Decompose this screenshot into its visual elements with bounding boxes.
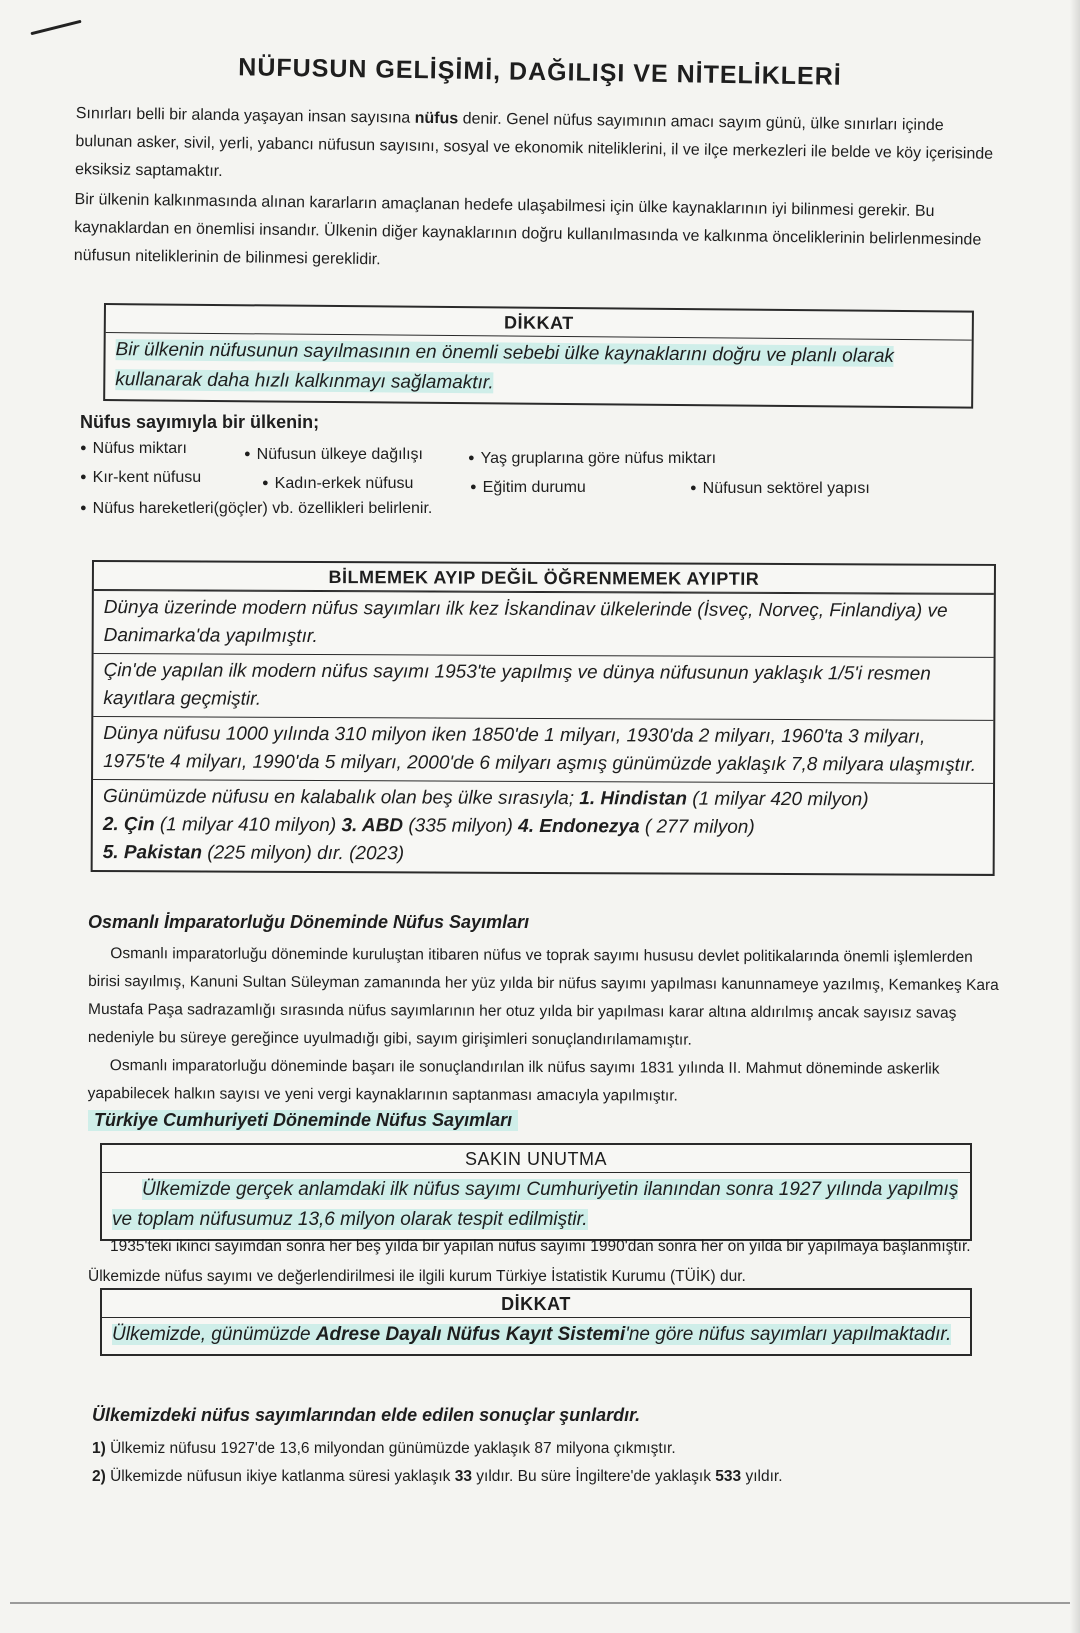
fact-box-title: BİLMEMEK AYIP DEĞİL ÖĞRENMEMEK AYIPTIR [94, 562, 994, 594]
census-item: ● Yaş gruplarına göre nüfus miktarı [468, 450, 716, 468]
dikkat-box-2 [100, 1288, 972, 1356]
census-item: ● Kır-kent nüfusu [80, 469, 201, 487]
page-bottom-edge [10, 1602, 1070, 1604]
fact-row: Dünya üzerinde modern nüfus sayımları ilk kez İskandinav ülkelerinde (İsveç, Norveç, Finlandiya) ve Danimarka'da yapılmıştır. [94, 590, 994, 657]
results-heading: Ülkemizdeki nüfus sayımlarından elde edilen sonuçlar şunlardır. [92, 1405, 641, 1425]
pen-mark [30, 20, 81, 35]
fact-row: Dünya nüfusu 1000 yılında 310 milyon iken 1850'de 1 milyarı, 1930'da 2 milyarı, 1960'ta 3 milyarı, 1975'te 4 milyarı, 1990'da 5 milyarı, 2000'de 6 milyarı aşmış günümüzde yaklaşık 7,8 milyara ulaşmıştır. [93, 716, 993, 783]
dikkat-box [103, 303, 974, 409]
ottoman-text [88, 940, 1009, 1112]
census-item: ● Kadın-erkek nüfusu [262, 475, 413, 493]
ottoman-paragraph-1: Osmanlı imparatorluğu döneminde kuruluştan itibaren nüfus ve toprak sayımı hususu devlet politikalarında önemli işlemlerden birisi sayılmış, Kanuni Sultan Süleyman zamanında her yüz yılda bir nüfus sayımı yapılması kanunnameye yazılmış, Kemankeş Kara Mustafa Paşa sadrazamlığı sırasında nüfus sayımlarının her otuz yılda bir yapılması karar altına aldırılmış ancak sayısız savaş nedeniyle bu süreye gereğince uyulmadığı gibi, sayım girişimleri sonuçlandırılamamıştır. [87, 945, 999, 1049]
census-heading: Nüfus sayımıyla bir ülkenin; [80, 412, 320, 432]
ottoman-heading: Osmanlı İmparatorluğu Döneminde Nüfus Sayımları [88, 912, 530, 932]
dikkat-text: Bir ülkenin nüfusunun sayılmasının en önemli sebebi ülke kaynaklarını doğru ve planlı olarak kullanarak daha hızlı kalkınmayı sağlamaktır. [115, 339, 895, 394]
sakin-text: Ülkemizde gerçek anlamdaki ilk nüfus sayımı Cumhuriyetin ilanından sonra 1927 yılında yapılmış ve toplam nüfusumuz 13,6 milyon olarak tespit edilmiştir. [112, 1179, 959, 1230]
dikkat-title-2: DİKKAT [102, 1290, 970, 1318]
sakin-unutma-box [100, 1143, 972, 1241]
intro-text [74, 100, 996, 283]
intro-paragraph-2: Bir ülkenin kalkınmasında alınan kararların amaçlanan hedefe ulaşabilmesi için ülke kaynaklarının iyi bilinmesi gerekir. Bu kaynaklardan en önemlisi insandır. Ülkenin diğer kaynaklarının doğru kullanılmasında ve kalkınma önceliklerinin belirlenmesinde nüfusun niteliklerinin de bilinmesi gereklidir. [73, 190, 982, 269]
census-item: ● Nüfus hareketleri(göçler) vb. özellikleri belirlenir. [80, 500, 432, 518]
page-title: NÜFUSUN GELİŞİMİ, DAĞILIŞI VE NİTELİKLERİ [238, 53, 842, 91]
page-right-edge [1070, 0, 1080, 1633]
census-item: ● Eğitim durumu [470, 479, 586, 497]
dikkat-text-2: Ülkemizde, günümüzde Adrese Dayalı Nüfus Kayıt Sistemi'ne göre nüfus sayımları yapılmaktadır. [112, 1324, 952, 1345]
result-item: 2) Ülkemizde nüfusun ikiye katlanma süresi yaklaşık 33 yıldır. Bu süre İngiltere'de yaklaşık 533 yıldır. [92, 1468, 783, 1485]
dikkat-title: DİKKAT [106, 305, 972, 341]
republic-census-text [88, 1232, 988, 1292]
fact-row: Çin'de yapılan ilk modern nüfus sayımı 1953'te yapılmış ve dünya nüfusunun yaklaşık 1/5'i resmen kayıtlara geçmiştir. [93, 653, 993, 720]
republic-heading: Türkiye Cumhuriyeti Döneminde Nüfus Sayımları [88, 1110, 518, 1131]
census-item: ● Nüfusun sektörel yapısı [690, 480, 870, 498]
census-item: ● Nüfus miktarı [80, 440, 187, 458]
results-list [92, 1435, 992, 1491]
ottoman-paragraph-2: Osmanlı imparatorluğu döneminde başarı ile sonuçlandırılan ilk nüfus sayımı 1831 yılında II. Mahmut döneminde askerlik yapabilecek halkın sayısı ve yeni vergi kaynaklarının saptanması amacıyla yapılmıştır. [87, 1057, 940, 1105]
sakin-title: SAKIN UNUTMA [102, 1145, 970, 1173]
intro-paragraph-1: Sınırları belli bir alanda yaşayan insan sayısına nüfus denir. Genel nüfus sayımının amacı sayım günü, ülke sınırları içinde bulunan asker, sivil, yerli, yabancı nüfusun sayısını, sosyal ve ekonomik niteliklerini, il ve ilçe merkezleri ile belde ve köy içerisinde eksiksiz saptamaktır. [74, 104, 994, 181]
fact-row-top5: Günümüzde nüfusu en kalabalık olan beş ülke sırasıyla; 1. Hindistan (1 milyar 420 milyon) 2. Çin (1 milyar 410 milyon) 3. ABD (335 milyon) 4. Endonezya ( 277 milyon) 5. Pakistan (225 milyon) dır. (2023) [93, 779, 993, 874]
census-item: ● Nüfusun ülkeye dağılışı [244, 446, 423, 464]
did-you-know-box [91, 560, 996, 876]
republic-paragraph: 1935'teki ikinci sayımdan sonra her beş yılda bir yapılan nüfus sayımı 1990'dan sonra her on yılda bir yapılmaya başlanmıştır. Ülkemizde nüfus sayımı ve değerlendirilmesi ile ilgili kurum Türkiye İstatistik Kurumu (TÜİK) dur. [88, 1238, 971, 1285]
result-item: 1) Ülkemiz nüfusu 1927'de 13,6 milyondan günümüzde yaklaşık 87 milyona çıkmıştır. [92, 1440, 676, 1457]
